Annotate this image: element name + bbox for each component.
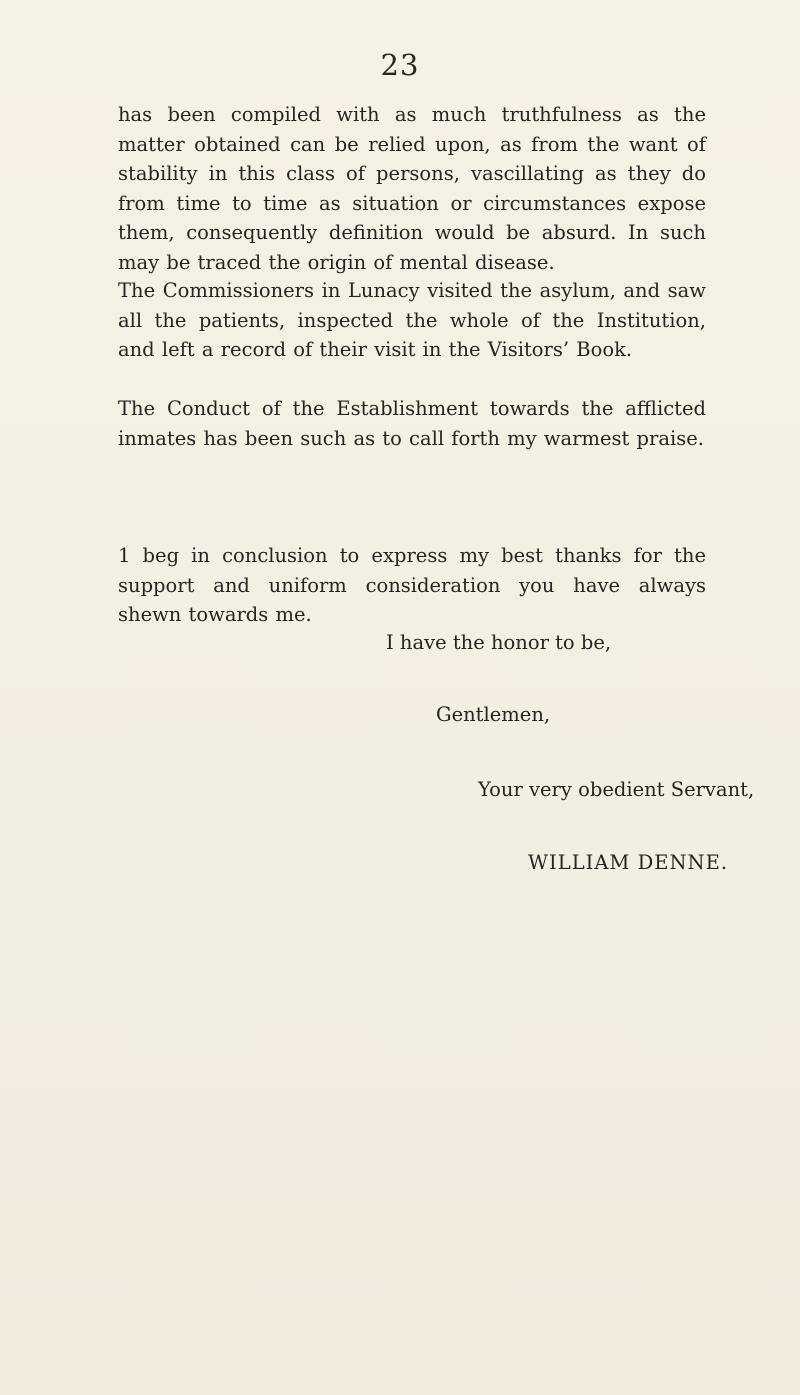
closing-salutation: Gentlemen, <box>436 703 551 726</box>
paragraph-3: The Conduct of the Establishment towards the afflicted inmates has been such as to call forth my warmest praise. <box>118 397 706 450</box>
paragraph-4: 1 beg in conclusion to express my best thanks for the support and uniform consideration you have always shewn towards me. <box>118 544 706 627</box>
closing-line-honor: I have the honor to be, <box>386 631 612 654</box>
page-number: 23 <box>380 48 420 82</box>
closing-servant: Your very obedient Servant, <box>478 778 755 801</box>
paragraph-1: has been compiled with as much truthfulness as the matter obtained can be relied upon, as from the want of stability in this class of persons, vascillating as they do from time to time as situation or circumstances expose them, consequently definition would be absurd. In such may be traced the origin of mental disease. <box>118 103 706 274</box>
paragraph-2: The Commissioners in Lunacy visited the asylum, and saw all the patients, inspected the whole of the Institution, and left a record of their visit in the Visitors’ Book. <box>118 279 706 362</box>
signature-name: WILLIAM DENNE. <box>528 851 729 874</box>
